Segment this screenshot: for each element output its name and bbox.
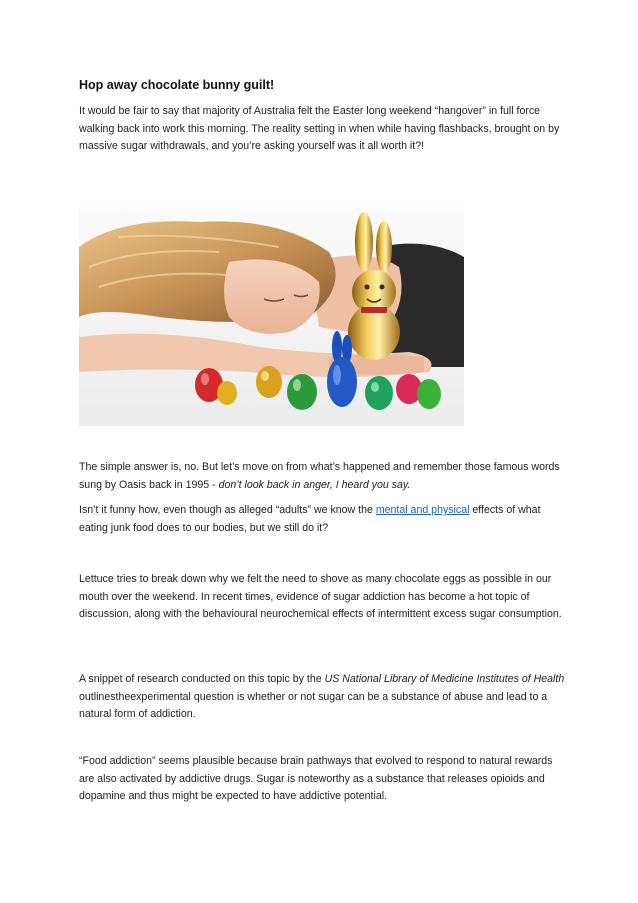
paragraph-lettuce: Lettuce tries to break down why we felt the need to shove as many chocolate eggs as possible in our mouth over the weekend. In recent times, evidence of sugar addiction has become a hot topic of discussion, along with the behavioural neurochemical effects of intermittent excess sugar consumption. [79, 573, 562, 620]
paragraph-research-text-a: A snippet of research conducted on this topic by the [79, 673, 325, 685]
paragraph-funny-text-b: effects of what eating junk food does to our bodies, but we still do it? [79, 504, 541, 534]
paragraph-funny [79, 502, 569, 537]
paragraph-simple-answer-text: The simple answer is, no. But let’s move on from what’s happened and remember those famous words sung by Oasis back in 1995 - [79, 461, 560, 491]
article-title: Hop away chocolate bunny guilt! [79, 78, 275, 92]
oasis-quote: don’t look back in anger, I heard you say. [218, 478, 411, 491]
paragraph-food-addiction: “Food addiction” seems plausible because brain pathways that evolved to respond to natural rewards are also activated by addictive drugs. Sugar is noteworthy as a substance that releases opioids and dopamine and thus might be expected to have addictive potential. [79, 755, 553, 802]
woman-with-chocolate-bunny-image [79, 207, 464, 426]
paragraph-funny-text-a: Isn’t it funny how, even though as alleged “adults” we know the [79, 504, 376, 516]
paragraph-intro: It would be fair to say that majority of Australia felt the Easter long weekend “hangover” in full force walking back into work this morning. The reality setting in when while having flashbacks, brought on by massive sugar withdrawals, and you’re asking yourself was it all worth it?! [79, 105, 560, 152]
institute-name: US National Library of Medicine Institutes of Health [324, 673, 565, 685]
paragraph-research-text-b: outlinestheexperimental question is whether or not sugar can be a substance of abuse and lead to a natural form of addiction. [79, 690, 548, 720]
mental-and-physical-link[interactable]: mental and physical [375, 504, 470, 516]
article-photo [79, 207, 464, 426]
paragraph-research [79, 671, 569, 724]
paragraph-simple-answer [79, 459, 569, 494]
